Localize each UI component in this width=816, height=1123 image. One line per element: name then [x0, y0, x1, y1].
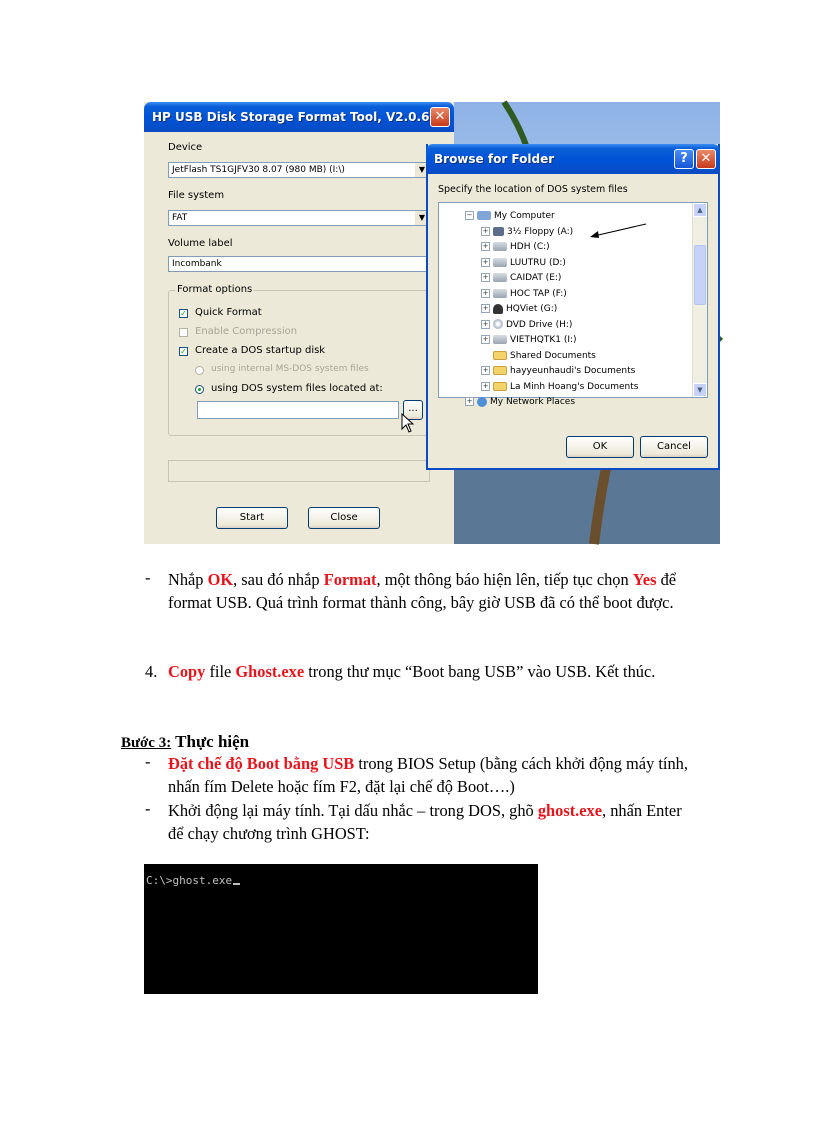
- using-dos-files-radio[interactable]: [195, 385, 204, 394]
- expand-icon[interactable]: +: [482, 226, 489, 235]
- paragraph-restart: [168, 799, 698, 845]
- tree-item-label: CAIDAT (E:): [510, 273, 562, 283]
- collapse-icon[interactable]: −: [466, 211, 473, 219]
- step-number: Bước 3:: [121, 735, 172, 751]
- tree-item-label: HOC TAP (F:): [510, 288, 567, 299]
- file-system-value: FAT: [172, 213, 188, 223]
- tree-item-label: HQViet (G:): [506, 304, 558, 314]
- expand-icon[interactable]: +: [466, 397, 473, 405]
- enable-compression-checkbox[interactable]: [179, 328, 188, 337]
- tree-item[interactable]: [481, 364, 635, 379]
- highlight-yes: Yes: [632, 570, 657, 589]
- step-title: Thực hiện: [171, 732, 250, 751]
- drive-icon: [493, 289, 507, 298]
- using-internal-label: using internal MS-DOS system files: [211, 364, 369, 374]
- expand-icon[interactable]: +: [482, 288, 489, 297]
- cursor-icon: [233, 883, 240, 885]
- tree-item-label: 3½ Floppy (A:): [507, 226, 574, 237]
- file-system-label: File system: [168, 190, 225, 201]
- dvd-icon: [493, 319, 503, 329]
- format-options-legend: Format options: [177, 284, 253, 295]
- volume-label-value: Incombank: [172, 259, 222, 269]
- tree-item[interactable]: [481, 349, 596, 364]
- using-dos-files-label: using DOS system files located at:: [211, 383, 383, 394]
- console-command: C:\>ghost.exe: [146, 874, 233, 887]
- dos-console: [144, 864, 538, 994]
- folder-icon: [493, 382, 507, 391]
- cancel-button[interactable]: Cancel: [640, 436, 708, 458]
- tree-item[interactable]: [465, 395, 575, 410]
- tree-item-label: Shared Documents: [510, 350, 596, 361]
- browse-dialog-close-icon[interactable]: ✕: [696, 149, 716, 169]
- tree-item-label: HDH (C:): [510, 242, 550, 252]
- network-icon: [477, 397, 487, 407]
- browse-dialog-title: Browse for Folder: [434, 152, 555, 166]
- browse-button[interactable]: ...: [403, 400, 423, 420]
- create-dos-startup-checkbox[interactable]: ✓: [180, 347, 187, 356]
- highlight-format: Format: [323, 570, 377, 589]
- volume-label-input[interactable]: [168, 256, 430, 272]
- drive-icon: [493, 273, 507, 282]
- text: Khởi động lại máy tính. Tại dấu nhắc – trong DOS, ghõ: [168, 801, 538, 820]
- scroll-down-icon[interactable]: ▼: [693, 383, 707, 397]
- tree-item[interactable]: [481, 333, 577, 348]
- paragraph-format-instructions: [168, 568, 698, 614]
- paragraph-copy-ghost: [168, 660, 698, 683]
- expand-icon[interactable]: +: [482, 366, 489, 374]
- hp-format-tool-window: [144, 102, 454, 544]
- device-value: JetFlash TS1GJFV30 8.07 (980 MB) (I:\): [172, 165, 345, 175]
- dos-files-path-input[interactable]: [197, 401, 399, 419]
- chevron-down-icon[interactable]: ▼: [415, 211, 429, 225]
- format-options-group: [168, 284, 430, 436]
- tree-item-label: My Computer: [494, 211, 555, 221]
- bullet-dash: -: [145, 752, 151, 771]
- floppy-icon: [493, 227, 504, 236]
- help-icon[interactable]: ?: [674, 149, 694, 169]
- tree-item[interactable]: [481, 380, 638, 395]
- console-line: [146, 874, 240, 887]
- computer-icon: [477, 211, 491, 220]
- volume-label-label: Volume label: [168, 238, 233, 249]
- file-system-select[interactable]: [168, 210, 430, 226]
- bullet-dash: -: [145, 799, 151, 818]
- chevron-down-icon[interactable]: ▼: [415, 163, 429, 177]
- text: , sau đó nhắp: [233, 570, 324, 589]
- tree-item[interactable]: [481, 240, 550, 255]
- folder-tree[interactable]: [438, 202, 708, 407]
- folder-icon: [493, 366, 507, 375]
- quick-format-label: Quick Format: [195, 307, 262, 318]
- tree-item-label: LUUTRU (D:): [510, 257, 566, 268]
- tree-scrollbar[interactable]: [692, 203, 707, 397]
- highlight-ok: OK: [207, 570, 234, 589]
- scroll-up-icon[interactable]: ▲: [693, 203, 707, 217]
- enable-compression-label: Enable Compression: [195, 326, 298, 337]
- tree-item[interactable]: [481, 271, 561, 286]
- expand-icon[interactable]: +: [482, 319, 489, 328]
- highlight-copy: Copy: [168, 662, 206, 681]
- expand-icon[interactable]: +: [482, 257, 489, 266]
- tree-item-label: VIETHQTK1 (I:): [510, 335, 577, 345]
- hp-tool-titlebar: [144, 102, 454, 132]
- hqviet-icon: [493, 304, 503, 314]
- create-dos-startup-label: Create a DOS startup disk: [195, 345, 326, 356]
- expand-icon[interactable]: +: [482, 381, 489, 390]
- expand-icon[interactable]: +: [482, 304, 489, 312]
- tree-item[interactable]: [481, 225, 573, 240]
- bullet-dash: -: [145, 568, 151, 587]
- close-button[interactable]: Close: [308, 507, 380, 529]
- start-button[interactable]: Start: [216, 507, 288, 529]
- list-number: 4.: [145, 662, 158, 681]
- folder-icon: [493, 351, 507, 360]
- drive-icon: [493, 335, 507, 344]
- text: , nhấn Enter để chạy chương trình GHOST:: [168, 801, 682, 843]
- text: trong thư mục “Boot bang USB” vào USB. Kết thúc.: [304, 662, 656, 681]
- drive-icon: [493, 258, 507, 267]
- expand-icon[interactable]: +: [482, 335, 489, 343]
- paragraph-bios-setup: [168, 752, 698, 798]
- tree-item-label: La Minh Hoang's Documents: [510, 381, 639, 392]
- tree-item[interactable]: [481, 256, 566, 271]
- quick-format-checkbox[interactable]: ✓: [180, 309, 187, 318]
- hp-tool-title: HP USB Disk Storage Format Tool, V2.0.6: [152, 110, 430, 124]
- highlight-ghost-exe: Ghost.exe: [235, 662, 305, 681]
- text: trong BIOS Setup (bằng cách khởi động máy tính, nhấn fím Delete hoặc fím F2, đặt lại chế độ Boot….): [168, 754, 688, 796]
- screenshot-image: [144, 102, 720, 544]
- text: để format USB. Quá trình format thành công, bây giờ USB đã có thể boot được.: [168, 570, 677, 612]
- ok-button[interactable]: OK: [566, 436, 634, 458]
- tree-item[interactable]: [481, 302, 557, 317]
- highlight-ghost-command: ghost.exe: [537, 801, 603, 820]
- tree-item-label: My Network Places: [490, 397, 576, 407]
- drive-icon: [493, 242, 507, 251]
- mouse-cursor-icon: [401, 413, 415, 433]
- progress-bar: [168, 460, 430, 482]
- tree-item-label: hayyeunhaudi's Documents: [510, 366, 636, 376]
- text: , một thông báo hiện lên, tiếp tục chọn: [376, 570, 633, 589]
- tree-item[interactable]: [481, 287, 567, 302]
- expand-icon[interactable]: +: [482, 242, 489, 250]
- using-internal-radio[interactable]: [195, 366, 204, 375]
- hp-tool-close-icon[interactable]: ✕: [430, 107, 450, 127]
- text: Nhắp: [168, 570, 208, 589]
- tree-item[interactable]: [481, 318, 572, 333]
- expand-icon[interactable]: +: [482, 273, 489, 281]
- tree-item-label: DVD Drive (H:): [506, 319, 573, 330]
- browse-instruction: Specify the location of DOS system files: [438, 184, 628, 195]
- annotation-arrow-icon: [588, 222, 648, 242]
- highlight-boot-usb: Đặt chế độ Boot bằng USB: [168, 754, 355, 773]
- scroll-thumb[interactable]: [694, 245, 706, 305]
- tree-item[interactable]: [465, 209, 555, 224]
- device-label: Device: [168, 142, 203, 153]
- device-select[interactable]: [168, 162, 430, 178]
- browse-for-folder-dialog: [426, 144, 720, 470]
- text: file: [205, 662, 236, 681]
